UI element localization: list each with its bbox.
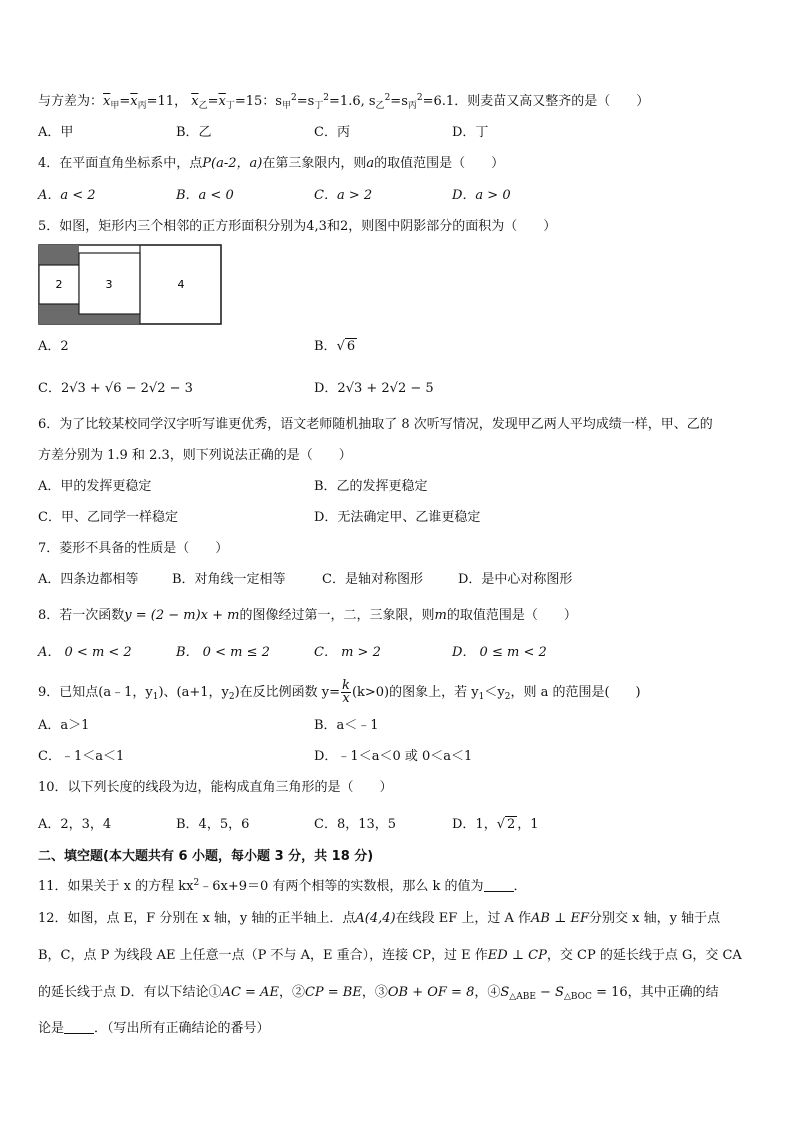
- q12-line1: 12．如图，点 E，F 分别在 x 轴，y 轴的正半轴上．点A(4,4)在线段 EF 上，过 A 作AB ⊥ EF分别交 x 轴，y 轴于点: [38, 911, 721, 926]
- q4-stem: 4．在平面直角坐标系中，点P(a-2，a)在第三象限内，则a的取值范围是（ ）: [38, 156, 505, 171]
- q12-line2: B，C，点 P 为线段 AE 上任意一点（P 不与 A，E 重合），连接 CP，过 E 作ED ⊥ CP，交 CP 的延长线于点 G，交 CA: [38, 948, 742, 963]
- section-2-title: 二、填空题(本大题共有 6 小题，每小题 3 分，共 18 分): [38, 849, 374, 864]
- square-3-label: 3: [105, 278, 113, 291]
- q3-option-a: A．甲: [38, 125, 74, 140]
- q10-option-a: A．2，3，4: [38, 817, 112, 832]
- q6-stem-line1: 6．为了比较某校同学汉字听写谁更优秀，语文老师随机抽取了 8 次听写情况，发现甲乙两人平均成绩一样，甲、乙的: [38, 417, 713, 432]
- q11-stem: 11．如果关于 x 的方程 $kx^2﹣6x+9=0$ 有两个相等的实数根，那么 k 的值为 ．: [38, 878, 527, 894]
- q5-option-b: B．√ 6: [314, 339, 356, 354]
- shaded-top-left: [39, 245, 79, 265]
- q6-option-b: B．乙的发挥更稳定: [314, 479, 428, 494]
- q12-line4: 论是 ．（写出所有正确结论的番号）: [38, 1021, 270, 1036]
- q10-option-c: C．8，13，5: [314, 817, 397, 832]
- shaded-bottom-middle: [79, 314, 140, 324]
- q10-option-b: B．4，5，6: [176, 817, 250, 832]
- square-2-label: 2: [55, 278, 63, 291]
- q12-line3: 的延长线于点 D．有以下结论①AC = AE，②CP = BE，③OB + OF = 8，$④S_{\triangle ABE} - S_{\triangle BOC} = 16$，其中正确的结: [38, 985, 719, 1002]
- q7-option-c: C．是轴对称图形: [322, 572, 423, 587]
- q6-option-c: C．甲、乙同学一样稳定: [38, 510, 178, 525]
- q5-option-a: A．2: [38, 339, 69, 354]
- q3-option-c: C．丙: [314, 125, 350, 140]
- q9-option-c: C．﹣1＜a＜1: [38, 749, 125, 764]
- q10-stem: 10．以下列长度的线段为边，能构成直角三角形的是（ ）: [38, 780, 393, 795]
- q8-option-d: D． 0 ≤ m < 2: [452, 645, 547, 660]
- q9-stem: 9．已知点(a﹣1，$y_1$)、(a+1，$y_2$)在反比例函数 y= $\frac{k}{x}$ (k>0)的图象上，若 $y_1<y_2$，则 a 的范围是( ): [38, 678, 641, 706]
- q4-option-a: A．a < 2: [38, 188, 96, 203]
- q3-option-b: B．乙: [176, 125, 212, 140]
- q9-option-b: B．a＜﹣1: [314, 718, 379, 733]
- q5-option-d: D．2√3 + 2√2 − 5: [314, 381, 434, 396]
- q3-option-d: D．丁: [452, 125, 489, 140]
- q4-option-c: C．a > 2: [314, 188, 373, 203]
- q8-stem: 8．若一次函数y = (2 − m)x + m的图像经过第一，二，三象限，则m的取值范围是（ ）: [38, 608, 577, 623]
- q7-option-d: D．是中心对称图形: [458, 572, 573, 587]
- q8-option-c: C． m > 2: [314, 645, 381, 660]
- shaded-bottom-left: [39, 304, 79, 324]
- square-4-label: 4: [177, 278, 185, 291]
- q6-stem-line2: 方差分别为 1.9 和 2.3，则下列说法正确的是（ ）: [38, 448, 352, 463]
- q6-option-d: D．无法确定甲、乙谁更稳定: [314, 510, 481, 525]
- q9-option-a: A．a＞1: [38, 718, 90, 733]
- q8-option-b: B． 0 < m ≤ 2: [176, 645, 270, 660]
- q5-stem: 5．如图，矩形内三个相邻的正方形面积分别为4,3和2，则图中阴影部分的面积为（ ）: [38, 219, 557, 234]
- q7-option-b: B．对角线一定相等: [172, 572, 286, 587]
- q5-squares-figure: [38, 244, 222, 326]
- q12-answer-blank[interactable]: [64, 1021, 94, 1034]
- q5-option-c: C．2√3 + √6 − 2√2 − 3: [38, 381, 193, 396]
- q10-option-d: D．1，√ 2 ，1: [452, 817, 539, 832]
- q7-stem: 7．菱形不具备的性质是（ ）: [38, 541, 229, 556]
- q6-option-a: A．甲的发挥更稳定: [38, 479, 152, 494]
- q9-fraction: $\frac{k}{x}$: [342, 678, 350, 706]
- q4-option-b: B．a < 0: [176, 188, 234, 203]
- q9-option-d: D．﹣1＜a＜0 或 0＜a＜1: [314, 749, 473, 764]
- q7-option-a: A．四条边都相等: [38, 572, 139, 587]
- q8-option-a: A． 0 < m < 2: [38, 645, 132, 660]
- q4-option-d: D．a > 0: [452, 188, 511, 203]
- q11-answer-blank[interactable]: [484, 879, 514, 892]
- q3-stem: 与方差为：$\overline{x}_甲=\overline{x}_丙=11$， $\overline{x}_乙=\overline{x}_丁=15$：$s_甲^2=s_丁^2=1.6$, $s_乙^2=s_丙^2=6.1$．则麦苗又高又整齐的是（ ）: [38, 93, 650, 111]
